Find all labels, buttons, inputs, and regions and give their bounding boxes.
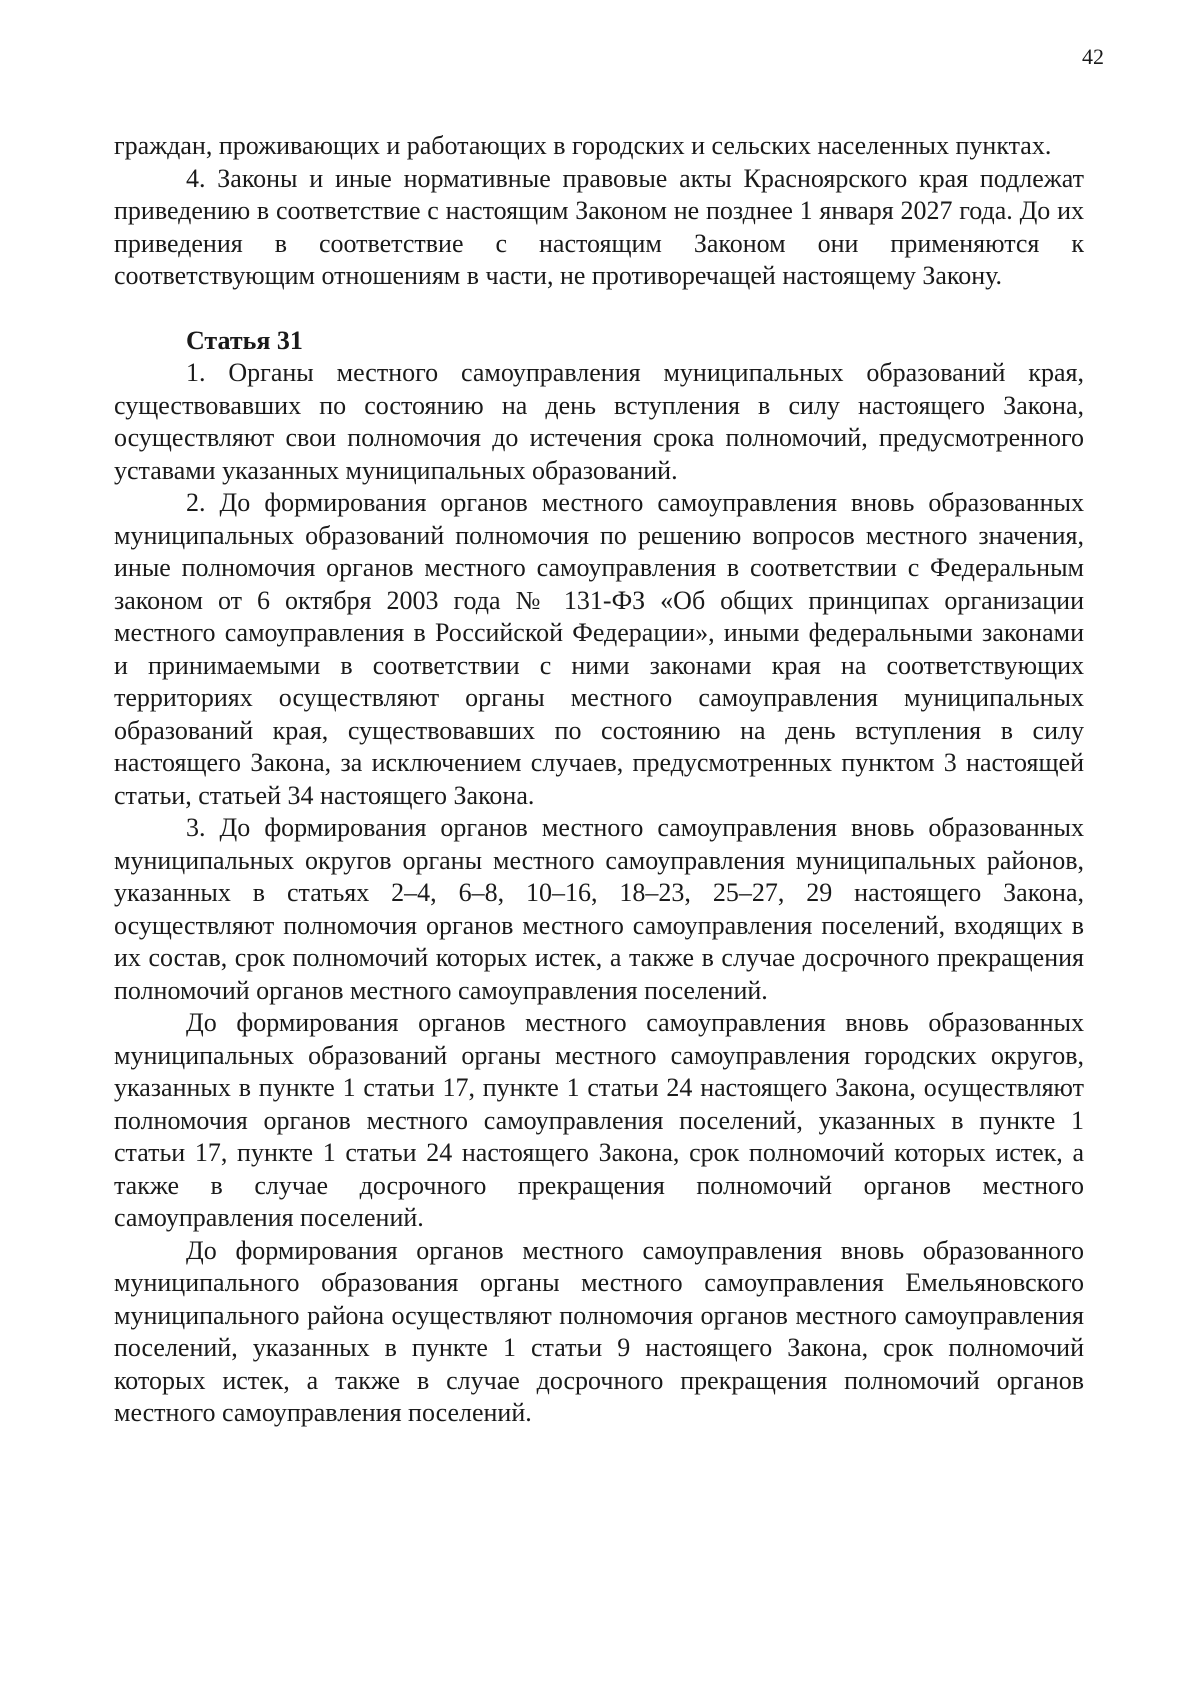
paragraph-continuation: граждан, проживающих и работающих в городских и сельских населенных пунктах. [114,131,1052,160]
paragraph-item-3-part-3: До формирования органов местного самоуправления вновь образованного муниципального образования органы местного самоуправления Емельяновского муниципального района осуществляют полномочия органов местного самоуправления поселений, указанных в пункте 1 статьи 9 настоящего Закона, срок полномочий которых истек, а также в случае досрочного прекращения полномочий органов местного самоуправления поселений. [114,1235,1084,1427]
paragraph-item-3-part-2: До формирования органов местного самоуправления вновь образованных муниципальных образований органы местного самоуправления городских округов, указанных в пункте 1 статьи 17, пункте 1 статьи 24 настоящего Закона, осуществляют полномочия органов местного самоуправления поселений, указанных в пункте 1 статьи 17, пункте 1 статьи 24 настоящего Закона, срок полномочий которых истек, а также в случае досрочного прекращения полномочий органов местного самоуправления поселений. [114,1008,1084,1232]
paragraph-item-4: 4. Законы и иные нормативные правовые акты Красноярского края подлежат приведению в соответствие с настоящим Законом не позднее 1 января 2027 года. До их приведения в соответствие с настоящим Законом они применяются к соответствующим отношениям в части, не противоречащей настоящему Закону. [114,163,1084,290]
page-number: 42 [1082,44,1104,69]
paragraph-item-2: 2. До формирования органов местного самоуправления вновь образованных муниципальных образований полномочия по решению вопросов местного значения, иные полномочия органов местного самоуправления в соответствии с Федеральным законом от 6 октября 2003 года № 131-ФЗ «Об общих принципах организации местного самоуправления в Российской Федерации», иными федеральными законами и принимаемыми в соответствии с ними законами края на соответствующих территориях осуществляют органы местного самоуправления муниципальных образований края, существовавших по состоянию на день вступления в силу настоящего Закона, за исключением случаев, предусмотренных пунктом 3 настоящей статьи, статьей 34 настоящего Закона. [114,488,1084,810]
article-heading: Статья 31 [186,325,303,355]
document-body [114,130,1084,1430]
paragraph-item-3: 3. До формирования органов местного самоуправления вновь образованных муниципальных округов органы местного самоуправления муниципальных районов, указанных в статьях 2–4, 6–8, 10–16, 18–23, 25–27, 29 настоящего Закона, осуществляют полномочия органов местного самоуправления поселений, входящих в их состав, срок полномочий которых истек, а также в случае досрочного прекращения полномочий органов местного самоуправления поселений. [114,813,1084,1005]
paragraph-item-1: 1. Органы местного самоуправления муниципальных образований края, существовавших по состоянию на день вступления в силу настоящего Закона, осуществляют свои полномочия до истечения срока полномочий, предусмотренного уставами указанных муниципальных образований. [114,358,1084,485]
